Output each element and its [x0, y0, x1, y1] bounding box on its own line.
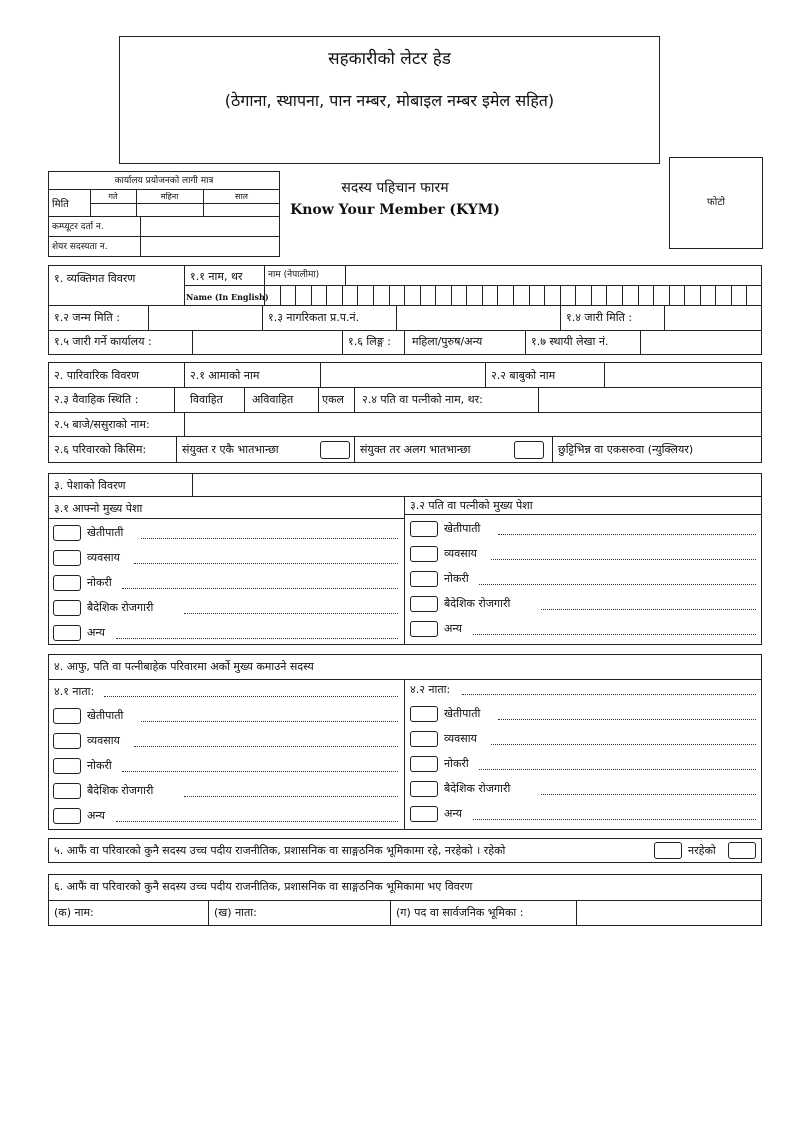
own-occupation-checkbox[interactable]	[53, 600, 81, 616]
name-english-char-cell[interactable]	[389, 285, 390, 305]
relation2-occupation-dotted-line	[473, 819, 756, 820]
relation2-occupation-label: खेतीपाती	[444, 707, 481, 720]
role-position-label: (ग) पद वा सार्वजनिक भूमिका :	[396, 906, 524, 919]
name-english-char-cell[interactable]	[357, 285, 358, 305]
spouse-occupation-checkbox[interactable]	[410, 546, 438, 562]
issue-date-field[interactable]	[665, 306, 760, 329]
section4-box	[48, 654, 762, 830]
relation2-label: ४.२ नाता:	[410, 683, 451, 696]
date-label: मिति	[52, 199, 69, 210]
father-label: २.२ बाबुको नाम	[491, 369, 556, 382]
name-english-char-cell[interactable]	[373, 285, 374, 305]
issuing-office-label: १.५ जारी गर्ने कार्यालय :	[54, 335, 152, 348]
month-label: महिना	[160, 192, 179, 201]
family-type-label: २.६ परिवारको किसिम:	[54, 443, 147, 456]
gender-label: १.६ लिङ्ग :	[348, 335, 391, 348]
relation2-occupation-label: नोकरी	[444, 757, 469, 770]
name-english-char-cell[interactable]	[311, 285, 312, 305]
spouse-occupation-checkbox[interactable]	[410, 596, 438, 612]
year-label: साल	[235, 192, 248, 201]
own-occupation-checkbox[interactable]	[53, 575, 81, 591]
name-english-char-cell[interactable]	[544, 285, 545, 305]
relation2-occupation-label: व्यवसाय	[444, 732, 477, 745]
name-english-char-cell[interactable]	[404, 285, 405, 305]
citizenship-field[interactable]	[397, 306, 559, 329]
single-option[interactable]: एकल	[322, 393, 344, 406]
relation1-occupation-label: खेतीपाती	[87, 709, 124, 722]
relation1-occupation-dotted-line	[134, 746, 398, 747]
issue-date-label: १.४ जारी मिति :	[566, 311, 633, 324]
role-name-field[interactable]	[104, 901, 206, 925]
pan-field[interactable]	[641, 331, 760, 354]
role-name-label: (क) नाम:	[54, 906, 94, 919]
name-english-char-cell[interactable]	[295, 285, 296, 305]
spouse-occupation-checkbox[interactable]	[410, 521, 438, 537]
name-english-char-cell[interactable]	[622, 285, 623, 305]
form-title-nepali: सदस्य पहिचान फारम	[341, 180, 449, 196]
spouse-occupation-checkbox[interactable]	[410, 621, 438, 637]
name-english-char-cell[interactable]	[560, 285, 561, 305]
joint-separate-label: संयुक्त तर अलग भातभान्छा	[360, 443, 471, 456]
section3-heading: ३. पेशाको विवरण	[54, 479, 126, 492]
own-occupation-dotted-line	[184, 613, 398, 614]
name-english-char-cell[interactable]	[746, 285, 747, 305]
relation1-occupation-checkbox[interactable]	[53, 758, 81, 774]
political-role-yes-checkbox[interactable]	[654, 842, 682, 859]
section2-heading: २. पारिवारिक विवरण	[54, 369, 139, 382]
relation1-occupation-checkbox[interactable]	[53, 733, 81, 749]
relation1-occupation-checkbox[interactable]	[53, 783, 81, 799]
own-occupation-label: खेतीपाती	[87, 526, 124, 539]
spouse-occupation-dotted-line	[473, 634, 756, 635]
relation2-occupation-dotted-line	[479, 769, 756, 770]
spouse-occupation-label: बैदेशिक रोजगारी	[444, 597, 511, 610]
political-role-no-checkbox[interactable]	[728, 842, 756, 859]
joint-separate-checkbox[interactable]	[514, 441, 544, 459]
relation1-occupation-label: नोकरी	[87, 759, 112, 772]
spouse-occupation-dotted-line	[541, 609, 756, 610]
name-english-char-cell[interactable]	[731, 285, 732, 305]
grandfather-label: २.५ बाजे/ससुराको नाम:	[54, 418, 150, 431]
own-occupation-label: अन्य	[87, 626, 106, 639]
name-english-char-cell[interactable]	[342, 285, 343, 305]
own-occupation-checkbox[interactable]	[53, 550, 81, 566]
name-english-char-cell[interactable]	[591, 285, 592, 305]
own-occupation-label: ३.१ आफ्नो मुख्य पेशा	[54, 502, 143, 515]
own-occupation-dotted-line	[134, 563, 398, 564]
issuing-office-field[interactable]	[193, 331, 341, 354]
name-english-char-cell[interactable]	[684, 285, 685, 305]
spouse-occupation-dotted-line	[491, 559, 756, 560]
citizenship-label: १.३ नागरिकता प्र.प.नं.	[268, 311, 360, 324]
own-occupation-checkbox[interactable]	[53, 525, 81, 541]
name-english-char-cell[interactable]	[606, 285, 607, 305]
relation1-occupation-dotted-line	[141, 721, 398, 722]
name-nepali-field[interactable]	[346, 266, 760, 284]
section1-heading: १. व्यक्तिगत विवरण	[54, 272, 136, 285]
relation2-occupation-dotted-line	[491, 744, 756, 745]
relation2-occupation-dotted-line	[498, 719, 756, 720]
spouse-occupation-label: खेतीपाती	[444, 522, 481, 535]
marital-label: २.३ वैवाहिक स्थिति :	[54, 393, 139, 406]
name-english-char-cell[interactable]	[529, 285, 530, 305]
name-english-char-cell[interactable]	[420, 285, 421, 305]
political-role-question: ५. आफैं वा परिवारको कुनै सदस्य उच्च पदीय राजनीतिक, प्रशासनिक वा साङ्गठनिक भूमिकामा रहे, नरहेको । रहेको	[54, 844, 506, 857]
spouse-occupation-dotted-line	[479, 584, 756, 585]
name-english-char-cell[interactable]	[482, 285, 483, 305]
relation2-occupation-checkbox[interactable]	[410, 756, 438, 772]
dob-field[interactable]	[149, 306, 261, 329]
relation2-occupation-label: बैदेशिक रोजगारी	[444, 782, 511, 795]
computer-reg-label: कम्प्यूटर दर्ता न.	[52, 222, 104, 232]
spouse-occupation-checkbox[interactable]	[410, 571, 438, 587]
role-position-field[interactable]	[577, 901, 760, 925]
dob-label: १.२ जन्म मिति :	[54, 311, 120, 324]
relation1-occupation-checkbox[interactable]	[53, 808, 81, 824]
relation2-occupation-checkbox[interactable]	[410, 706, 438, 722]
name-label: १.१ नाम, थर	[190, 270, 243, 283]
role-relation-label: (ख) नाता:	[214, 906, 257, 919]
married-option[interactable]: विवाहित	[190, 393, 223, 406]
name-english-char-cell[interactable]	[653, 285, 654, 305]
own-occupation-label: व्यवसाय	[87, 551, 120, 564]
relation1-occupation-label: व्यवसाय	[87, 734, 120, 747]
section4-heading: ४. आफु, पति वा पत्नीबाहेक परिवारमा अर्को मुख्य कमाउने सदस्य	[54, 660, 314, 673]
joint-family-checkbox[interactable]	[320, 441, 350, 459]
spouse-occupation-label: ३.२ पति वा पत्नीको मुख्य पेशा	[410, 499, 533, 512]
name-english-label: Name (In English)	[186, 292, 269, 302]
relation1-occupation-dotted-line	[116, 821, 398, 822]
letterhead-subtitle: (ठेगाना, स्थापना, पान नम्बर, मोबाइल नम्बर इमेल सहित)	[224, 91, 555, 110]
relation2-occupation-dotted-line	[541, 794, 756, 795]
grandfather-field[interactable]	[185, 413, 760, 435]
office-use-title: कार्यालय प्रयोजनको लागी मात्र	[114, 176, 214, 186]
section6-heading: ६. आफैं वा परिवारको कुनै सदस्य उच्च पदीय राजनीतिक, प्रशासनिक वा साङ्गठनिक भूमिकामा भए विवरण	[54, 880, 473, 893]
own-occupation-label: नोकरी	[87, 576, 112, 589]
mother-label: २.१ आमाको नाम	[190, 369, 260, 382]
spouse-occupation-label: व्यवसाय	[444, 547, 477, 560]
relation1-occupation-label: अन्य	[87, 809, 106, 822]
spouse-occupation-label: नोकरी	[444, 572, 469, 585]
relation1-occupation-dotted-line	[122, 771, 398, 772]
name-english-char-cell[interactable]	[575, 285, 576, 305]
spouse-occupation-label: अन्य	[444, 622, 463, 635]
spouse-label: २.४ पति वा पत्नीको नाम, थर:	[362, 393, 483, 406]
role-relation-field[interactable]	[272, 901, 388, 925]
political-role-no-label: नरहेको	[688, 844, 716, 857]
gender-options[interactable]: महिला/पुरुष/अन्य	[412, 335, 483, 348]
relation1-label: ४.१ नाता:	[54, 685, 95, 698]
name-english-char-cell[interactable]	[435, 285, 436, 305]
own-occupation-label: बैदेशिक रोजगारी	[87, 601, 154, 614]
name-english-char-cell[interactable]	[513, 285, 514, 305]
name-english-char-cell[interactable]	[700, 285, 701, 305]
name-english-char-cell[interactable]	[497, 285, 498, 305]
relation2-occupation-checkbox[interactable]	[410, 731, 438, 747]
unmarried-option[interactable]: अविवाहित	[252, 393, 294, 406]
pan-label: १.७ स्थायी लेखा नं.	[531, 335, 609, 348]
name-english-char-cell[interactable]	[715, 285, 716, 305]
father-field[interactable]	[605, 363, 760, 386]
own-occupation-dotted-line	[122, 588, 398, 589]
name-english-char-cell[interactable]	[326, 285, 327, 305]
nuclear-family-label[interactable]: छुट्टिभिन्न वा एकसरुवा (न्युक्लियर)	[558, 443, 694, 456]
letterhead-title: सहकारीको लेटर हेड	[328, 49, 451, 69]
name-english-field[interactable]	[264, 285, 762, 305]
day-label: गते	[108, 192, 118, 201]
relation2-occupation-label: अन्य	[444, 807, 463, 820]
name-english-char-cell[interactable]	[451, 285, 452, 305]
relation1-occupation-label: बैदेशिक रोजगारी	[87, 784, 154, 797]
form-title-english: Know Your Member (KYM)	[290, 202, 500, 218]
name-english-char-cell[interactable]	[466, 285, 467, 305]
name-english-char-cell[interactable]	[280, 285, 281, 305]
own-occupation-checkbox[interactable]	[53, 625, 81, 641]
photo-label: फोटो	[707, 197, 725, 208]
share-member-label: शेयर सदस्यता न.	[52, 242, 108, 252]
relation1-occupation-checkbox[interactable]	[53, 708, 81, 724]
mother-field[interactable]	[321, 363, 484, 386]
name-nepali-label: नाम (नेपालीमा)	[268, 270, 320, 280]
own-occupation-dotted-line	[116, 638, 398, 639]
name-english-char-cell[interactable]	[669, 285, 670, 305]
relation2-occupation-checkbox[interactable]	[410, 781, 438, 797]
joint-family-label: संयुक्त र एकै भातभान्छा	[182, 443, 279, 456]
spouse-occupation-dotted-line	[498, 534, 756, 535]
own-occupation-dotted-line	[141, 538, 398, 539]
relation2-occupation-checkbox[interactable]	[410, 806, 438, 822]
relation1-occupation-dotted-line	[184, 796, 398, 797]
spouse-field[interactable]	[539, 388, 760, 411]
name-english-char-cell[interactable]	[638, 285, 639, 305]
